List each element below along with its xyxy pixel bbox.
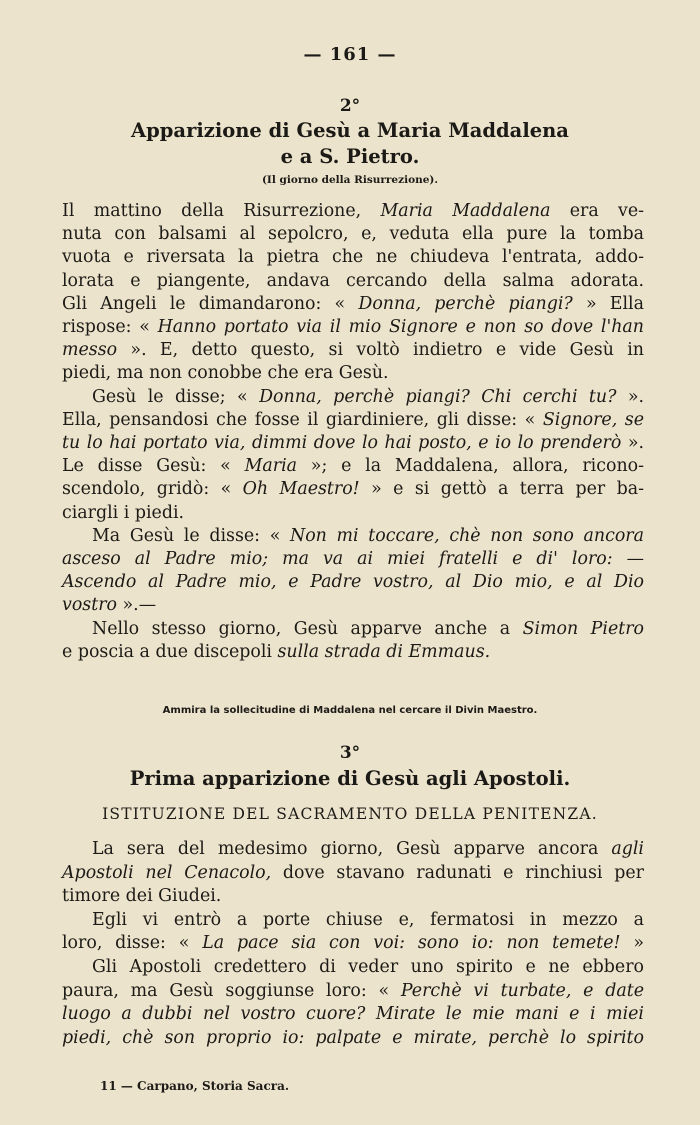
text-span: dove stavano radunati e rinchiusi per: [271, 862, 644, 883]
section-2-text-line: [62, 455, 644, 478]
section-3-text-line: [62, 885, 644, 908]
section-2-subtitle: (Il giorno della Risurrezione).: [261, 174, 439, 186]
section-3-text-line: [62, 1027, 644, 1050]
italic-text: luogo a dubbi nel vostro cuore? Mirate le mie mani e i miei: [62, 1004, 644, 1025]
section-3-text-line: [62, 932, 644, 955]
italic-text: Ascendo al Padre mio, e Padre vostro, al Dio mio, e al Dio: [62, 572, 644, 593]
italic-text: Signore, se: [542, 409, 644, 430]
section-2-text-line: [62, 409, 644, 432]
text-span: La sera del medesimo giorno, Gesù apparve ancora: [92, 839, 612, 859]
section-3-text-line: [62, 862, 644, 885]
italic-text: Donna, perchè piangi? Chi cerchi tu?: [259, 386, 617, 407]
text-span: ». E, detto questo, si voltò indietro e vide Gesù in: [117, 340, 644, 361]
section-2-text-line: [62, 223, 644, 246]
text-span: ».—: [117, 595, 157, 616]
italic-text: Non mi toccare, chè non sono ancora: [290, 525, 644, 546]
section-2-text-line: [92, 386, 644, 409]
section-2-text-line: [62, 362, 644, 385]
italic-text: Apostoli nel Cenacolo,: [62, 862, 272, 883]
text-span: Le disse Gesù: «: [62, 456, 245, 477]
section-2-text-line: [62, 571, 644, 594]
italic-text: agli: [611, 839, 644, 859]
section-3-text-line: [92, 909, 644, 932]
text-span: e poscia a due discepoli: [62, 641, 278, 662]
italic-text: Maria: [244, 456, 298, 477]
text-span: Gli Apostoli credettero di veder uno spirito e ne ebbero: [92, 957, 644, 977]
italic-text: Hanno portato via il mio Signore e non so dove l'han: [157, 317, 644, 337]
section-3-title: Prima apparizione di Gesù agli Apostoli.: [129, 767, 571, 790]
italic-text: Maria Maddalena: [380, 201, 551, 221]
italic-text: Perchè vi turbate, e date: [400, 980, 644, 1001]
text-span: »: [620, 933, 644, 954]
section-2-text-line: [62, 270, 644, 293]
text-span: rispose: «: [62, 317, 158, 337]
section-2-text-line: [62, 548, 644, 571]
italic-text: messo: [62, 340, 118, 361]
italic-text: Oh Maestro!: [242, 479, 360, 500]
text-span: ».: [616, 386, 644, 407]
section-2-text-line: [92, 525, 644, 548]
section-3-text-line: [92, 838, 644, 861]
text-span: Ella, pensandosi che fosse il giardiniere, gli disse: «: [62, 409, 543, 430]
text-span: Gesù le disse; «: [92, 386, 260, 407]
text-span: » e si gettò a terra per ba-: [359, 479, 644, 500]
section-3-number: 3°: [339, 743, 361, 763]
section-2-title-line2: e a S. Pietro.: [280, 145, 420, 168]
section-3-text-line: [62, 980, 644, 1003]
section-2-text-line: [62, 200, 644, 223]
section-2-reflection-note: Ammira la sollecitudine di Maddalena nel cercare il Divin Maestro.: [162, 705, 538, 716]
section-3-subtitle: ISTITUZIONE DEL SACRAMENTO DELLA PENITENZA.: [102, 805, 598, 823]
italic-text: vostro: [62, 595, 117, 616]
section-2-number: 2°: [339, 96, 361, 116]
text-span: nuta con balsami al sepolcro, e, veduta ella pure la tomba: [62, 224, 644, 245]
section-3-text-line: [92, 956, 644, 979]
italic-text: Donna, perchè piangi?: [358, 293, 573, 314]
footer-signature: 11 — Carpano, Storia Sacra.: [100, 1079, 290, 1093]
section-2-text-line: [62, 316, 644, 339]
text-span: Ma Gesù le disse: «: [92, 525, 290, 546]
text-span: piedi, ma non conobbe che era Gesù.: [62, 363, 389, 384]
text-span: Nello stesso giorno, Gesù apparve anche a: [92, 618, 523, 639]
section-2-text-line: [62, 246, 644, 269]
italic-text: piedi, chè son proprio io: palpate e mirate, perchè lo spirito: [62, 1027, 644, 1048]
text-span: timore dei Giudei.: [62, 886, 222, 907]
text-span: »; e la Maddalena, allora, ricono-: [297, 456, 644, 477]
text-span: loro, disse: «: [62, 933, 203, 954]
italic-text: sulla strada di Emmaus.: [277, 641, 491, 662]
section-3-text-line: [62, 1003, 644, 1026]
page-number: — 161 —: [303, 44, 397, 65]
section-2-text-line: [62, 478, 644, 501]
section-2-text-line: [62, 339, 644, 362]
italic-text: La pace sia con voi: sono io: non temete!: [202, 933, 621, 954]
italic-text: asceso al Padre mio; ma va ai miei fratelli e di' loro: —: [62, 549, 644, 569]
text-span: paura, ma Gesù soggiunse loro: «: [62, 980, 401, 1001]
section-2-title-line1: Apparizione di Gesù a Maria Maddalena: [131, 119, 569, 142]
text-span: lorata e piangente, andava cercando della salma adorata.: [62, 270, 644, 291]
section-2-text-line: [62, 502, 644, 525]
text-span: vuota e riversata la pietra che ne chiudeva l'entrata, addo-: [62, 247, 644, 268]
text-span: Il mattino della Risurrezione,: [62, 201, 381, 221]
section-2-text-line: [62, 293, 644, 316]
italic-text: Simon Pietro: [522, 618, 645, 639]
text-span: Egli vi entrò a porte chiuse e, fermatosi in mezzo a: [92, 909, 644, 930]
section-2-text-line: [62, 594, 644, 617]
text-span: » Ella: [572, 293, 644, 314]
text-span: Gli Angeli le dimandarono: «: [62, 293, 359, 314]
text-span: scendolo, gridò: «: [62, 479, 243, 500]
text-span: era ve-: [550, 201, 644, 221]
italic-text: tu lo hai portato via, dimmi dove lo hai posto, e io lo prenderò: [62, 433, 622, 453]
text-span: ciargli i piedi.: [62, 502, 185, 523]
section-2-text-line: [92, 618, 644, 641]
section-2-text-line: [62, 641, 644, 664]
section-2-text-line: [62, 432, 644, 455]
text-span: ».: [621, 433, 644, 453]
